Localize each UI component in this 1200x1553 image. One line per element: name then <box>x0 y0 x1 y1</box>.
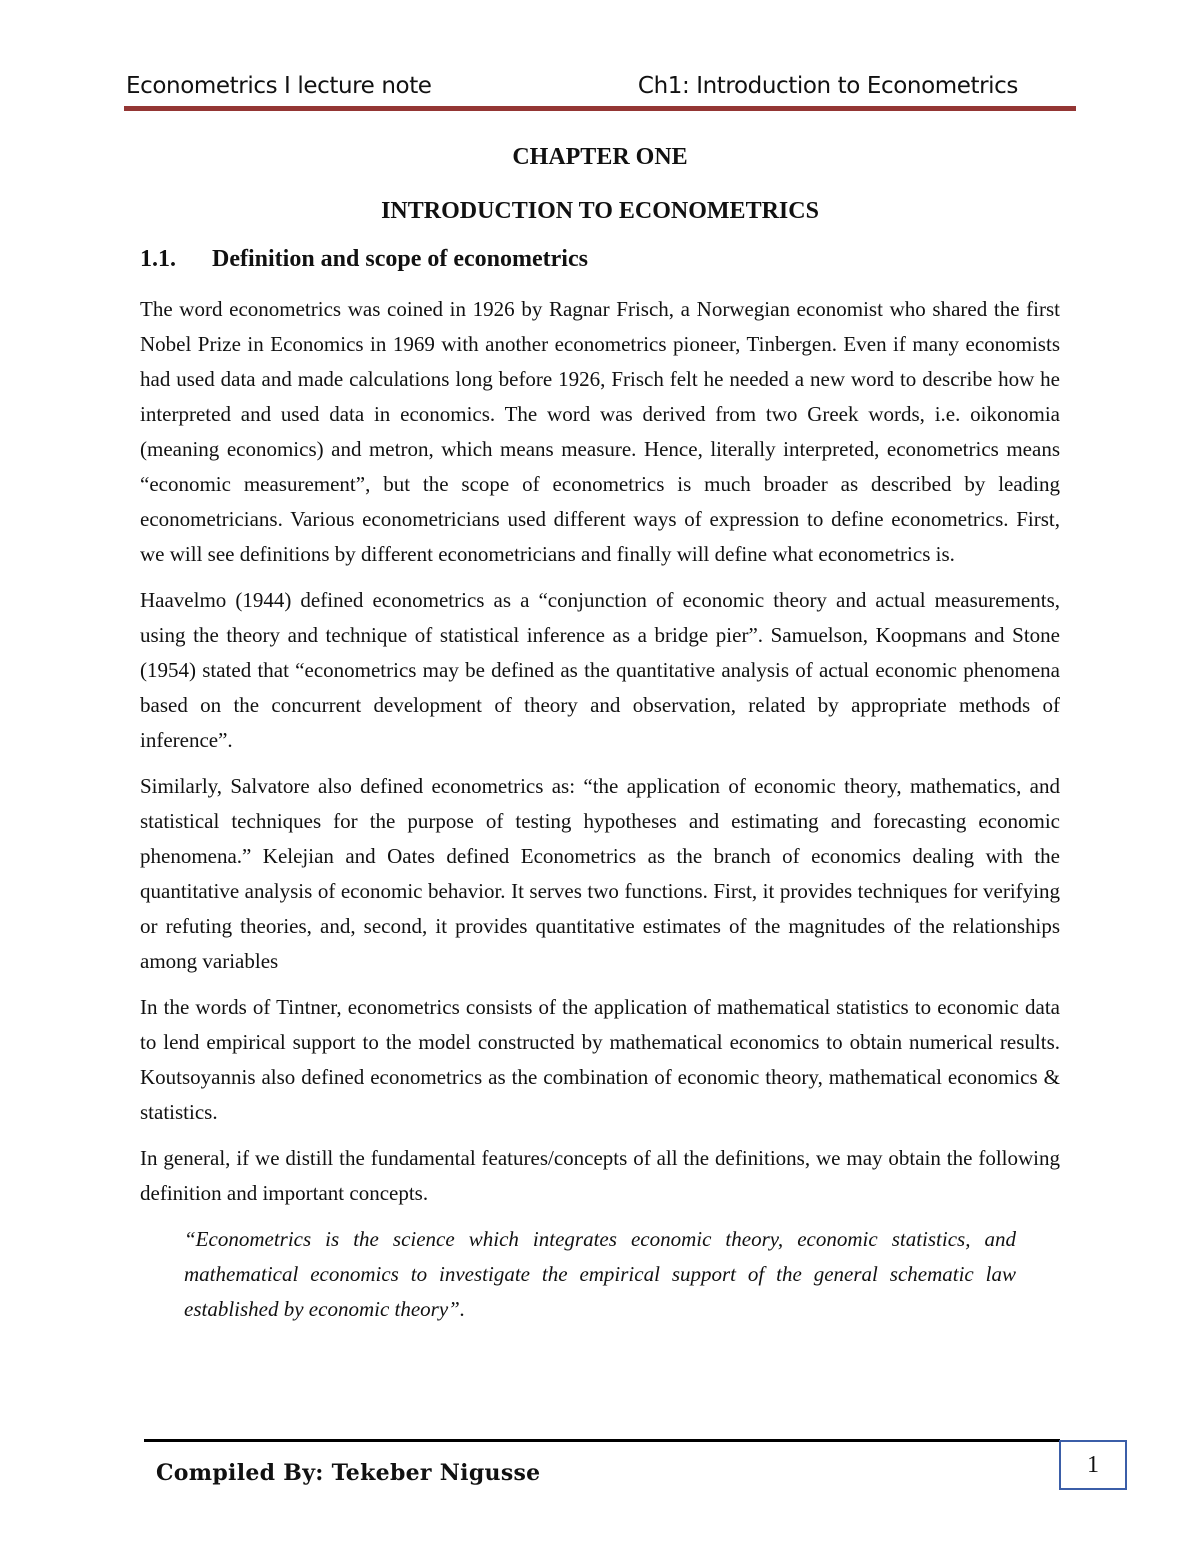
paragraph-haavelmo: Haavelmo (1944) defined econometrics as a “conjunction of economic theory and actual measurements, using the theory and technique of statistical inference as a bridge pier”. Samuelson, Koopmans and Stone (1954) stated that “econometrics may be defined as the quantitative analysis of actual economic phenomena based on the concurrent development of theory and observation, related by appropriate methods of inference”. <box>140 588 1060 752</box>
page-header <box>124 70 1076 106</box>
header-chapter-title: Ch1: Introduction to Econometrics <box>637 73 1018 99</box>
paragraph-general: In general, if we distill the fundamental features/concepts of all the definitions, we may obtain the following definition and important concepts. <box>140 1146 1060 1205</box>
paragraph-salvatore: Similarly, Salvatore also defined econometrics as: “the application of economic theory, mathematics, and statistical techniques for the purpose of testing hypotheses and estimating and forecasting economic phenomena.” Kelejian and Oates defined Econometrics as the branch of economics dealing with the quantitative analysis of economic behavior. It serves two functions. First, it provides techniques for verifying or refuting theories, and, second, it provides quantitative estimates of the magnitudes of the relationships among variables <box>140 774 1060 973</box>
page-body <box>140 140 1060 1327</box>
header-rule <box>124 106 1076 111</box>
section-title: Definition and scope of econometrics <box>212 246 588 272</box>
definition-quote: “Econometrics is the science which integrates economic theory, economic statistics, and mathematical economics to investigate the empirical support of the general schematic law established by economic theory”. <box>184 1227 1016 1321</box>
section-number: 1.1. <box>140 246 176 272</box>
chapter-heading: CHAPTER ONE <box>512 144 688 170</box>
header-course-title: Econometrics I lecture note <box>126 73 432 99</box>
chapter-title: INTRODUCTION TO ECONOMETRICS <box>381 198 819 224</box>
footer-compiled-by: Compiled By: Tekeber Nigusse <box>156 1460 541 1486</box>
paragraph-intro: The word econometrics was coined in 1926 by Ragnar Frisch, a Norwegian economist who shared the first Nobel Prize in Economics in 1969 with another econometrics pioneer, Tinbergen. Even if many economists had used data and made calculations long before 1926, Frisch felt he needed a new word to describe how he interpreted and used data in economics. The word was derived from two Greek words, i.e. oikonomia (meaning economics) and metron, which means measure. Hence, literally interpreted, econometrics means “economic measurement”, but the scope of econometrics is much broader as described by leading econometricians. Various econometricians used different ways of expression to define econometrics. First, we will see definitions by different econometricians and finally will define what econometrics is. <box>140 297 1060 566</box>
page-number: 1 <box>1059 1440 1127 1490</box>
paragraph-tintner: In the words of Tintner, econometrics consists of the application of mathematical statistics to economic data to lend empirical support to the model constructed by mathematical economics to obtain numerical results. Koutsoyannis also defined econometrics as the combination of economic theory, mathematical economics & statistics. <box>140 995 1060 1124</box>
footer-rule <box>144 1439 1060 1442</box>
section-heading <box>140 242 1060 276</box>
